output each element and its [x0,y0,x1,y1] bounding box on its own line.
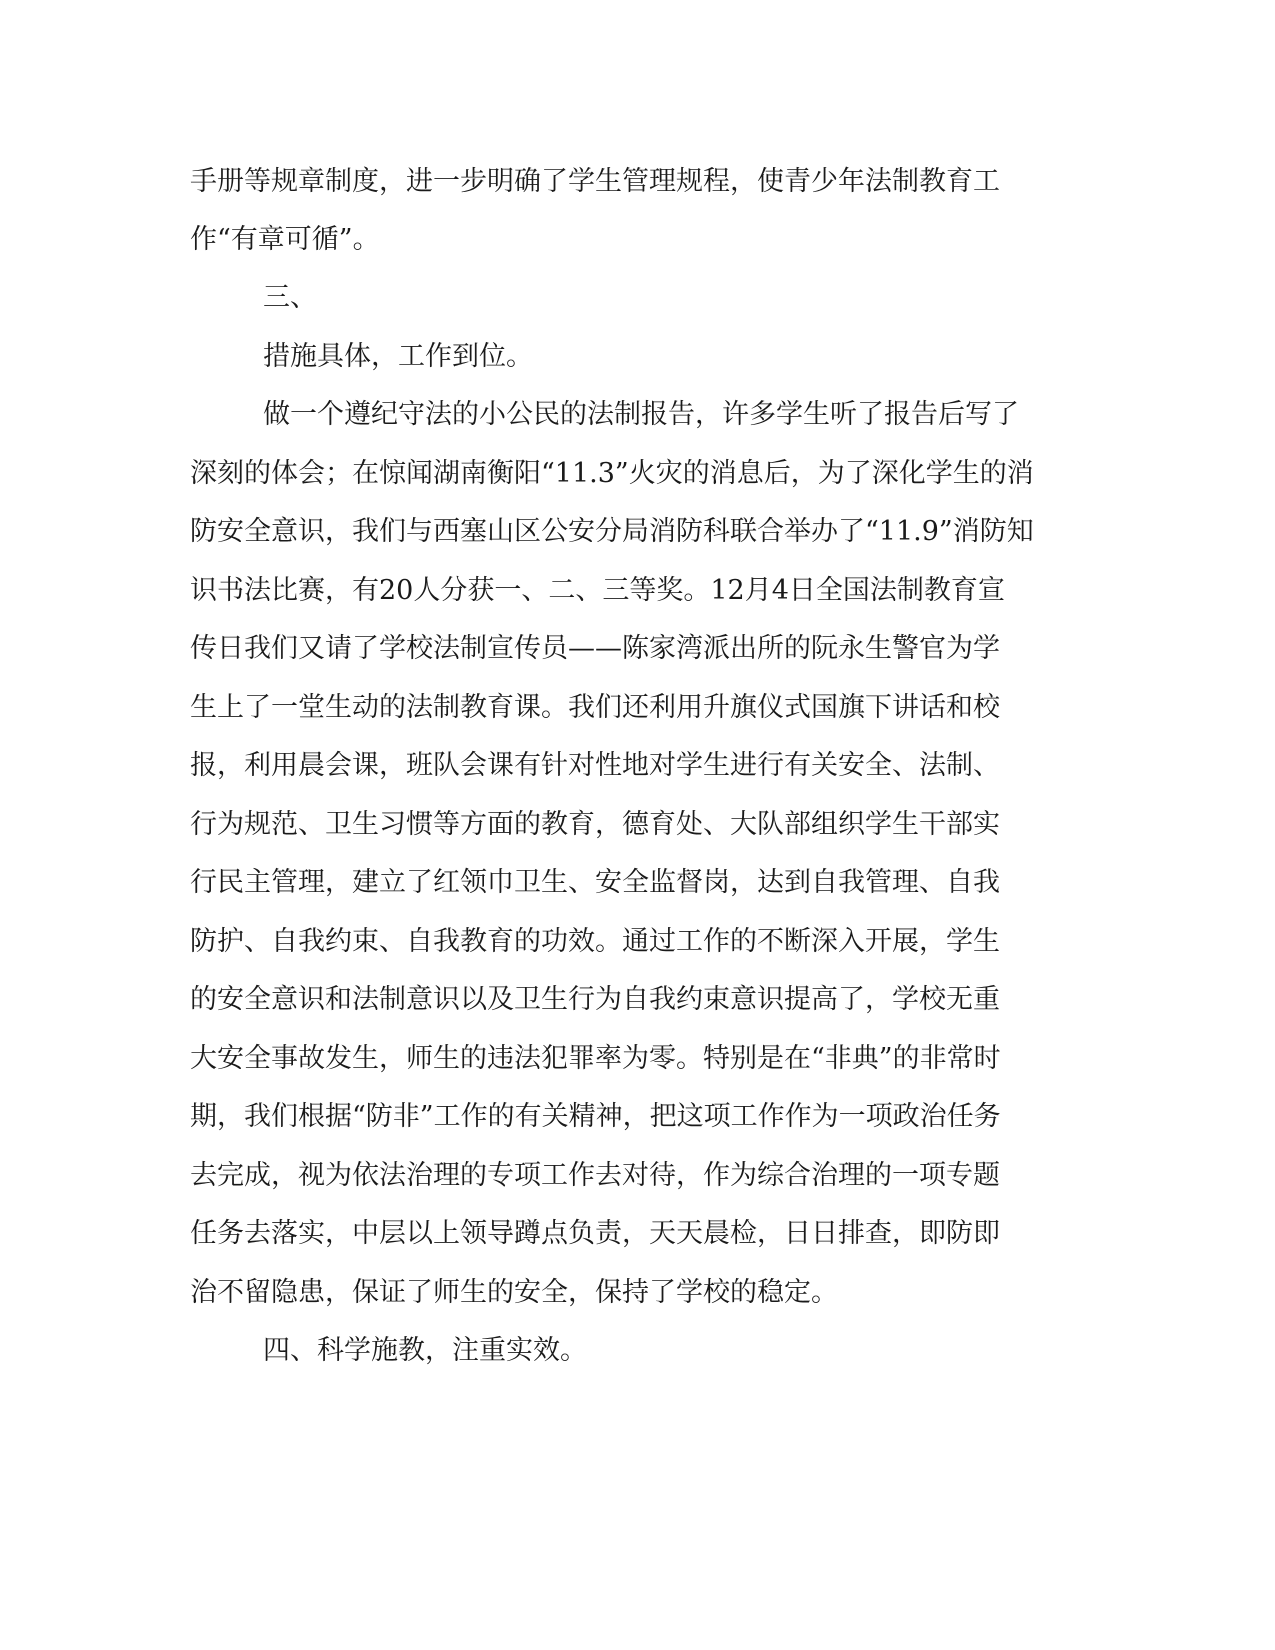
body-line: 生上了一堂生动的法制教育课。我们还利用升旗仪式国旗下讲话和校 [190,692,1000,723]
body-line: 做一个遵纪守法的小公民的法制报告，许多学生听了报告后写了 [263,399,1019,430]
body-line: 深刻的体会；在惊闻湖南衡阳“11.3”火灾的消息后，为了深化学生的消 [190,458,1034,489]
body-line: 大安全事故发生，师生的违法犯罪率为零。特别是在“非典”的非常时 [190,1043,1001,1074]
body-line: 任务去落实，中层以上领导蹲点负责，天天晨检，日日排查，即防即 [190,1218,1000,1249]
body-line: 去完成，视为依法治理的专项工作去对待，作为综合治理的一项专题 [190,1160,1000,1191]
body-line: 期，我们根据“防非”工作的有关精神，把这项工作作为一项政治任务 [190,1101,1001,1132]
body-line: 的安全意识和法制意识以及卫生行为自我约束意识提高了，学校无重 [190,984,1000,1015]
body-line: 作“有章可循”。 [190,224,380,255]
section-heading: 四、科学施教，注重实效。 [263,1335,587,1366]
body-line: 治不留隐患，保证了师生的安全，保持了学校的稳定。 [190,1277,838,1308]
body-line: 报，利用晨会课，班队会课有针对性地对学生进行有关安全、法制、 [190,750,1000,781]
body-line: 传日我们又请了学校法制宣传员——陈家湾派出所的阮永生警官为学 [190,633,1000,664]
body-line: 手册等规章制度，进一步明确了学生管理规程，使青少年法制教育工 [190,166,1000,197]
body-line: 防安全意识，我们与西塞山区公安分局消防科联合举办了“11.9”消防知 [190,516,1034,547]
body-line: 行民主管理，建立了红领巾卫生、安全监督岗，达到自我管理、自我 [190,867,1000,898]
body-line: 识书法比赛，有20人分获一、二、三等奖。12月4日全国法制教育宣 [190,575,1005,606]
body-line: 防护、自我约束、自我教育的功效。通过工作的不断深入开展，学生 [190,926,1000,957]
section-number: 三、 [263,282,317,313]
section-heading: 措施具体，工作到位。 [263,341,533,372]
body-line: 行为规范、卫生习惯等方面的教育，德育处、大队部组织学生干部实 [190,809,1000,840]
